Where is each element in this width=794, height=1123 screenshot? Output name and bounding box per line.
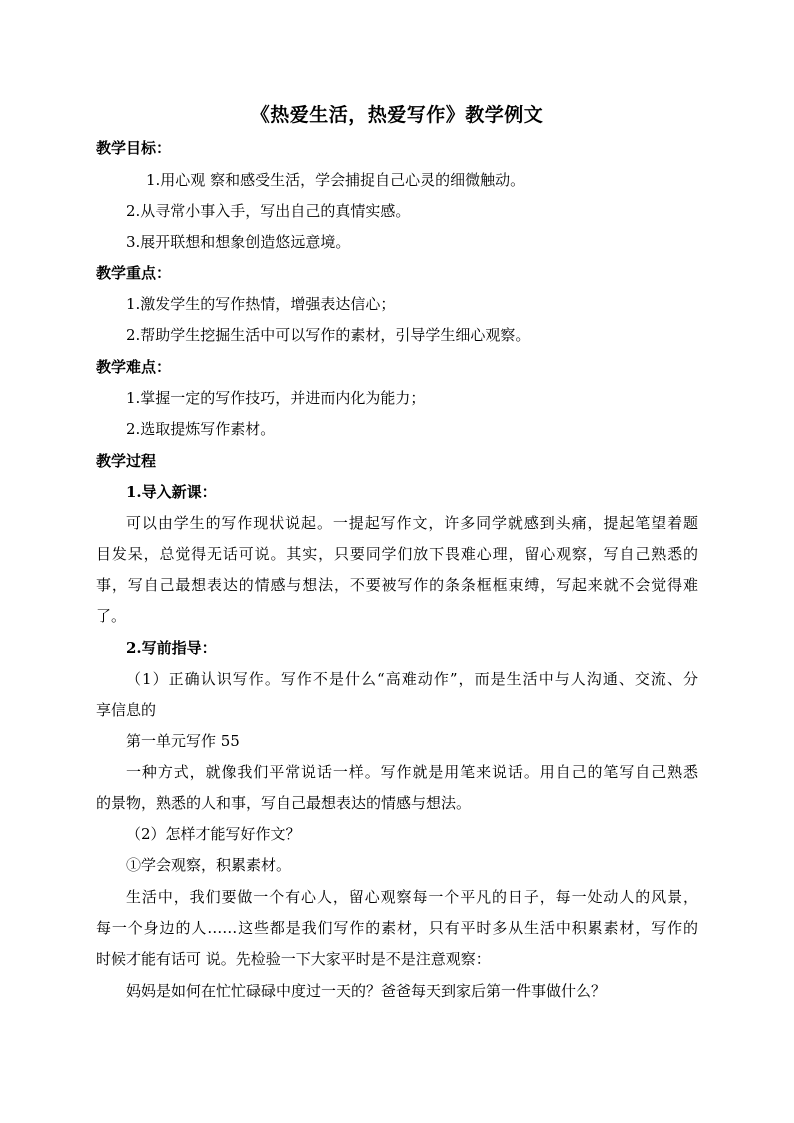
difficulty-item: 2.选取提炼写作素材。 (126, 420, 276, 438)
paragraph-line: 时候才能有话可 说。先检验一下大家平时是不是注意观察： (96, 950, 491, 968)
key-points-heading: 教学重点： (96, 264, 172, 282)
process-heading: 教学过程 (96, 452, 157, 470)
objectives-heading: 教学目标： (96, 139, 172, 157)
objective-item: 3.展开联想和想象创造悠远意境。 (126, 233, 351, 251)
paragraph-line: （2）怎样才能写好作文？ (126, 825, 301, 843)
difficulty-item: 1.掌握一定的写作技巧，并进而内化为能力； (126, 389, 426, 407)
difficulties-heading: 教学难点： (96, 358, 172, 376)
paragraph-line: ①学会观察，积累素材。 (126, 856, 292, 874)
paragraph-line: 每一个身边的人……这些都是我们写作的素材，只有平时多从生活中积累素材，写作的 (96, 919, 698, 937)
key-point-item: 2.帮助学生挖掘生活中可以写作的素材，引导学生细心观察。 (126, 326, 531, 344)
objective-item: 1.用心观 察和感受生活，学会捕捉自己心灵的细微触动。 (146, 171, 526, 189)
paragraph-line: 的景物，熟悉的人和事，写自己最想表达的情感与想法。 (96, 794, 472, 812)
paragraph-line: 享信息的 (96, 701, 157, 719)
section-heading-guidance: 2.写前指导： (126, 639, 217, 657)
paragraph-line: 事，写自己最想表达的情感与想法，不要被写作的条条框框束缚，写起来就不会觉得难 (96, 576, 698, 594)
section-heading-intro: 1.导入新课： (126, 483, 217, 501)
paragraph-line: 生活中，我们要做一个有心人，留心观察每一个平凡的日子，每一处动人的风景， (126, 888, 698, 906)
key-point-item: 1.激发学生的写作热情，增强表达信心； (126, 295, 396, 313)
objective-item: 2.从寻常小事入手，写出自己的真情实感。 (126, 202, 411, 220)
paragraph-line: 一种方式，就像我们平常说话一样。写作就是用笔来说话。用自己的笔写自己熟悉 (126, 763, 698, 781)
document-title: 《热爱生活，热爱写作》教学例文 (250, 104, 544, 126)
paragraph-line: 了。 (96, 607, 127, 625)
paragraph-line: 妈妈是如何在忙忙碌碌中度过一天的？爸爸每天到家后第一件事做什么？ (126, 982, 607, 1000)
paragraph-line: 可以由学生的写作现状说起。一提起写作文，许多同学就感到头痛，提起笔望着题 (126, 514, 698, 532)
paragraph-line: （1）正确认识写作。写作不是什么“高难动作”，而是生活中与人沟通、交流、分 (126, 670, 698, 688)
paragraph-line: 目发呆，总觉得无话可说。其实，只要同学们放下畏难心理，留心观察，写自己熟悉的 (96, 545, 698, 563)
page-reference: 第一单元写作 55 (126, 732, 240, 750)
